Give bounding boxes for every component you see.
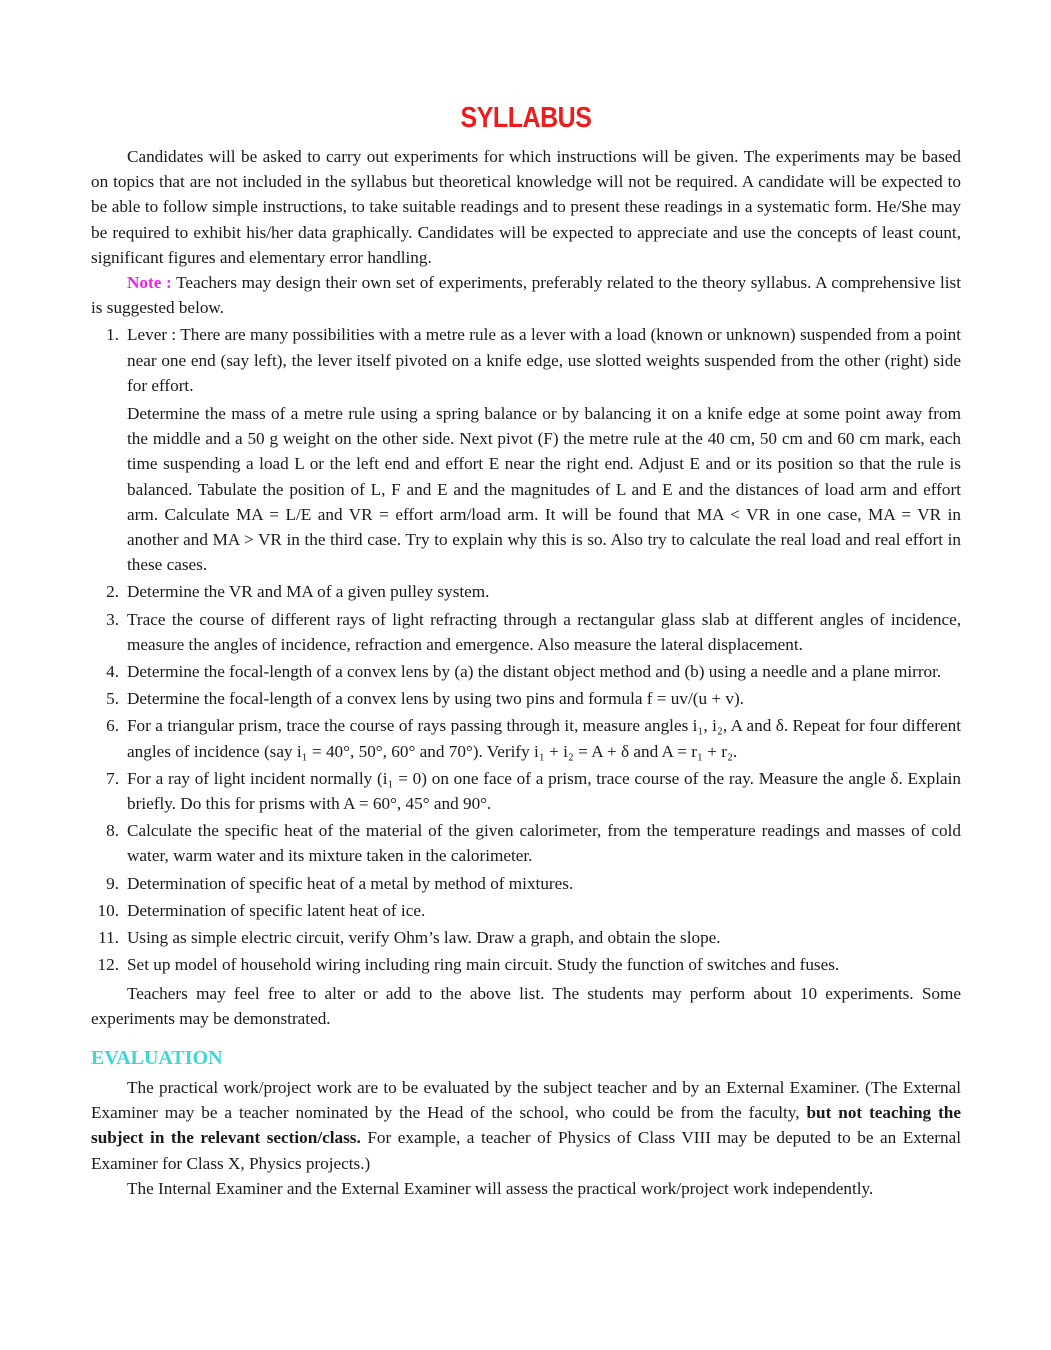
evaluation-text-after: For example, a teacher of Physics of Class VIII may be deputed to be an External Examiner for Class X, Physics projects.) — [91, 1128, 962, 1173]
page-title: SYLLABUS — [460, 102, 592, 134]
item-text: Determine the VR and MA of a given pulley system. — [127, 582, 490, 602]
note-paragraph — [91, 270, 961, 320]
item-text: Determination of specific latent heat of ice. — [127, 900, 426, 920]
intro-paragraph: Candidates will be asked to carry out experiments for which instructions will be given. The experiments may be based on topics that are not included in the syllabus but theoretical knowledge will not be required. A candidate will be expected to be able to follow simple instructions, to take suitable readings and to present these readings in a systematic form. He/She may be required to exhibit his/her data graphically. Candidates will be expected to appreciate and use the concepts of least count, significant figures and elementary error handling. — [91, 147, 961, 267]
item-text: Determine the focal-length of a convex lens by using two pins and formula f = uv/(u + v). — [127, 689, 744, 709]
item-number: 2. — [106, 582, 119, 602]
item-text: Lever : There are many possibilities with a metre rule as a lever with a load (known or unknown) suspended from a point near one end (say left), the lever itself pivoted on a knife edge, use slotted weights suspended from the other (right) side for effort. — [127, 325, 961, 395]
item-text: Determine the focal-length of a convex lens by (a) the distant object method and (b) using a needle and a plane mirror. — [127, 662, 942, 682]
item-number: 3. — [106, 609, 119, 629]
item-text-continued: Determine the mass of a metre rule using a spring balance or by balancing it on a knife edge at some point away from the middle and a 50 g weight on the other side. Next pivot (F) the metre rule at the 40 cm, 50 cm and 60 cm mark, each time suspending a load L or the left end and effort E near the right end. Adjust E and or its position so that the rule is balanced. Tabulate the position of L, F and E and the magnitudes of L and E and the distances of load arm and effort arm. Calculate MA = L/E and VR = effort arm/load arm. It will be found that MA < VR in one case, MA = VR in another and MA > VR in the third case. Try to explain why this is so. Also try to calculate the real load and real effort in these cases. — [127, 404, 961, 575]
item-text: Set up model of household wiring including ring main circuit. Study the function of switches and fuses. — [127, 955, 840, 975]
list-item — [91, 686, 961, 711]
list-item — [91, 607, 961, 657]
item-text: Trace the course of different rays of light refracting through a rectangular glass slab at different angles of incidence, measure the angles of incidence, refraction and emergence. Also measure the lateral displacement. — [127, 609, 961, 654]
list-item — [91, 713, 961, 763]
item-number: 4. — [106, 662, 119, 682]
item-number: 7. — [106, 768, 119, 788]
item-number: 5. — [106, 689, 119, 709]
item-text: Using as simple electric circuit, verify Ohm’s law. Draw a graph, and obtain the slope. — [127, 928, 721, 948]
evaluation-paragraph — [91, 1075, 961, 1176]
item-text: For a ray of light incident normally (i₁ = 0) on one face of a prism, trace course of the ray. Measure the angle δ. Explain briefly. Do this for prisms with A = 60°, 45° and 90°. — [127, 768, 961, 814]
item-number: 10. — [97, 900, 119, 920]
evaluation-heading: EVALUATION — [91, 1046, 223, 1069]
evaluation-text: The practical work/project work are to be evaluated by the subject teacher and by an External Examiner. (The External Examiner may be a teacher nominated by the Head of the school, who could be from the faculty, — [91, 1077, 961, 1123]
list-item — [91, 952, 961, 977]
list-item — [91, 659, 961, 684]
list-item — [91, 818, 961, 868]
item-text: For a triangular prism, trace the course of rays passing through it, measure angles i₁, i₂, A and δ. Repeat for four different angles of incidence (say i₁ = 40°, 50°, 60° and 70°). Verify i₁ + i₂ = A + δ and A = r₁ + r₂. — [127, 716, 961, 761]
item-number: 6. — [106, 716, 119, 736]
item-number: 12. — [97, 955, 119, 975]
list-item — [91, 766, 961, 816]
list-item — [91, 579, 961, 604]
item-text: Determination of specific heat of a metal by method of mixtures. — [127, 873, 574, 893]
item-number: 9. — [106, 873, 119, 893]
item-number: 1. — [106, 325, 119, 345]
list-item — [91, 871, 961, 896]
list-item — [91, 322, 961, 577]
experiment-list — [91, 322, 961, 977]
item-number: 11. — [98, 928, 119, 948]
examiner-paragraph: The Internal Examiner and the External Examiner will assess the practical work/project work independently. — [127, 1178, 874, 1198]
syllabus-page — [91, 96, 961, 1201]
note-text: Teachers may design their own set of experiments, preferably related to the theory syllabus. A comprehensive list is suggested below. — [91, 273, 961, 318]
item-number: 8. — [106, 821, 119, 841]
list-item — [91, 898, 961, 923]
closing-paragraph: Teachers may feel free to alter or add to the above list. The students may perform about 10 experiments. Some experiments may be demonstrated. — [91, 983, 961, 1028]
evaluation-bold-text: but not teaching the subject in the relevant section/class. — [91, 1103, 961, 1148]
note-label: Note : — [127, 273, 172, 293]
item-text: Calculate the specific heat of the material of the given calorimeter, from the temperature readings and masses of cold water, warm water and its mixture taken in the calorimeter. — [127, 821, 961, 866]
list-item — [91, 925, 961, 950]
